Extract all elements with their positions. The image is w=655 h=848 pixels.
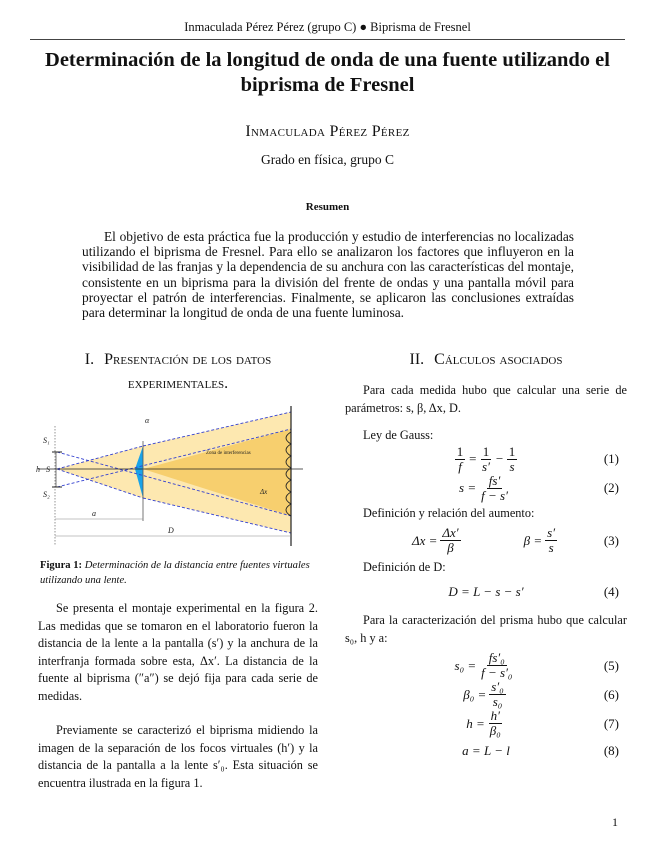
section-title: Presentación de los datos experimentales. bbox=[104, 351, 272, 392]
paragraph: Para cada medida hubo que calcular una serie de parámetros: s, β, Δx, D. bbox=[345, 383, 627, 415]
equation-number: (2) bbox=[603, 480, 619, 496]
equation-number: (4) bbox=[603, 583, 619, 599]
abstract: El objetivo de esta práctica fue la producción y estudio de interferencias no localizadas utilizando el biprisma de Fresnel. Para ello se analizaron los factores que influyeron en la visibilidad de las franjas y la dependencia de su anchura con las características del montaje, consistente en un biprisma para la división del frente de ondas y una pantalla móvil para proyectar el patrón de interferencias. Finalmente, se aplicaron las conclusiones extraídas para determinar la longitud de onda de una fuente luminosa. bbox=[82, 229, 574, 321]
paragraph: Definición de D: bbox=[363, 560, 446, 574]
section-heading-1 bbox=[38, 348, 318, 396]
section-title: Cálculos asociados bbox=[434, 351, 563, 368]
label-h: h bbox=[36, 465, 40, 474]
label-alpha: α bbox=[145, 416, 150, 425]
equation-number: (3) bbox=[603, 532, 619, 548]
author: Inmaculada Pérez Pérez bbox=[245, 123, 410, 140]
paragraph: Para la caracterización del prisma hubo que calcular s₀, h y a: bbox=[345, 613, 627, 645]
equation-2: s = fs′ f − s′ (2) bbox=[459, 472, 619, 503]
equation-3: Δx = $\frac{\Delta x'}{\beta}$ β = $\frac{s'}{s}$ (3) bbox=[411, 525, 619, 555]
label-D: D bbox=[168, 526, 174, 535]
caption-text: Determinación de la distancia entre fuentes virtuales utilizando una lente. bbox=[40, 560, 310, 586]
equation-number: (5) bbox=[603, 657, 619, 673]
figure-caption bbox=[38, 558, 318, 588]
page-number: 1 bbox=[612, 815, 618, 829]
section-number: II. bbox=[409, 351, 425, 368]
equation-1: 1 f = 1 s′ − 1 s (1) bbox=[456, 443, 619, 474]
label-zone: Zona de interferencias bbox=[206, 451, 251, 456]
label-a: a bbox=[92, 509, 96, 518]
paragraph: Definición y relación del aumento: bbox=[363, 505, 535, 520]
equation-4: D = L − s − s′ (4) bbox=[448, 583, 619, 599]
label-dx: Δx bbox=[260, 488, 268, 496]
affiliation: Grado en física, grupo C bbox=[260, 152, 395, 167]
equation-7: h = h′ β₀ (7) bbox=[466, 708, 619, 738]
abstract-heading: Resumen bbox=[305, 201, 350, 213]
section-number: I. bbox=[84, 351, 95, 368]
header-rule bbox=[30, 39, 625, 40]
section-heading-2 bbox=[345, 348, 627, 372]
caption-label: Figura 1: bbox=[40, 560, 83, 571]
equation-number: (8) bbox=[603, 743, 619, 758]
label-s1: S₁ bbox=[43, 436, 50, 445]
label-s2: S₂ bbox=[43, 490, 50, 499]
paragraph: Ley de Gauss: bbox=[363, 428, 434, 442]
paragraph: Se presenta el montaje experimental en la figura 2. Las medidas que se tomaron en el laboratorio fueron la distancia de la lente a la pantalla (s′) y la anchura de la interfranja formada sobre esta, Δx′. La distancia de la fuente al biprisma (″a″) se dejó fija para cada serie de medidas. bbox=[38, 601, 318, 703]
equation-8: a = L − l (8) bbox=[462, 743, 619, 758]
left-column bbox=[38, 348, 318, 792]
figure-1-diagram bbox=[38, 406, 318, 556]
paragraph: Previamente se caracterizó el biprisma midiendo la imagen de la separación de los focos virtuales (h′) y la distancia de la pantalla a la lente s′₀. Esta situación se encuentra ilustrada en la figura 1. bbox=[38, 723, 318, 790]
equation-6: β₀ = s′₀ s₀ (6) bbox=[463, 679, 619, 709]
equation-number: (6) bbox=[603, 686, 619, 702]
equation-5: s₀ = fs′₀ f − s′₀ (5) bbox=[454, 650, 619, 680]
equation-number: (7) bbox=[603, 715, 619, 731]
equation-number: (1) bbox=[603, 451, 619, 467]
running-header: Inmaculada Pérez Pérez (grupo C) ● Biprisma de Fresnel bbox=[184, 20, 471, 34]
paper-title: Determinación de la longitud de onda de una fuente utilizando el biprisma de Fresnel bbox=[45, 49, 610, 96]
right-column bbox=[345, 348, 627, 760]
label-s: S bbox=[46, 465, 50, 474]
